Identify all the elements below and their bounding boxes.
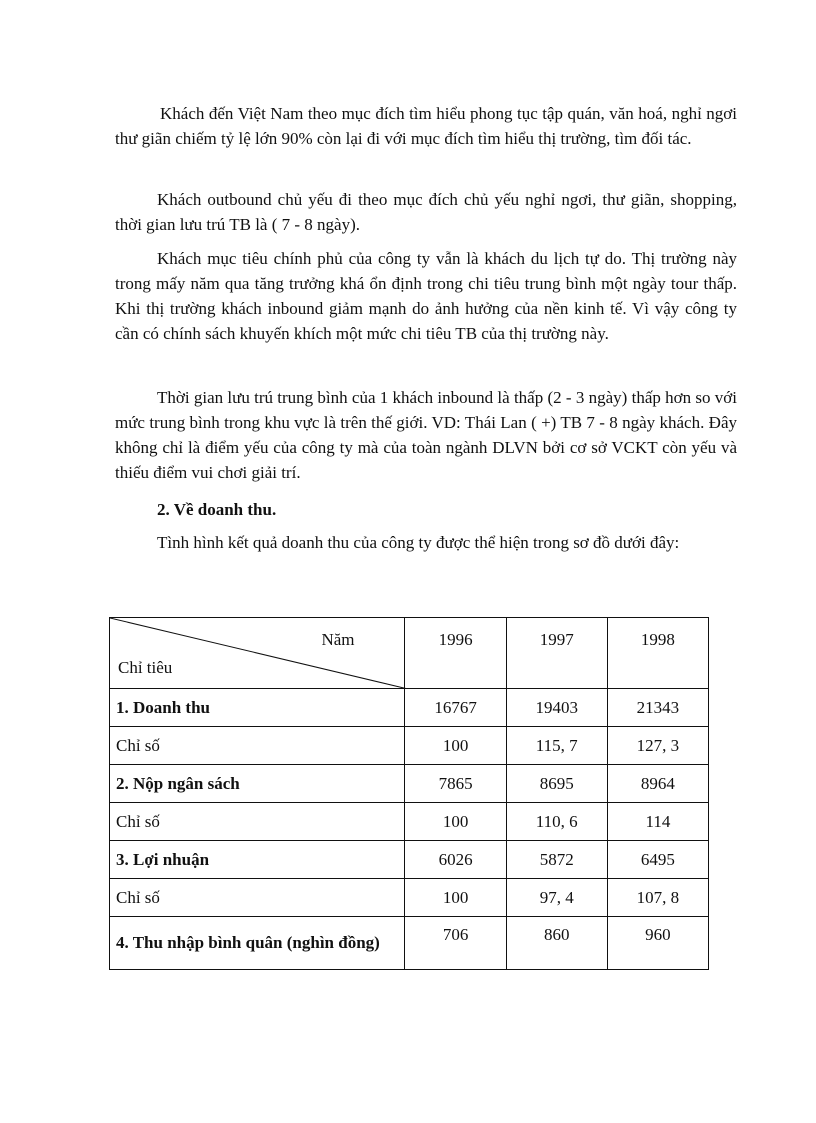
table-cell: 115, 7 — [506, 727, 607, 765]
table-cell: 5872 — [506, 841, 607, 879]
diagonal-divider — [110, 618, 408, 689]
row-label: 1. Doanh thu — [110, 689, 405, 727]
paragraph-revenue-intro: Tình hình kết quả doanh thu của công ty được thể hiện trong sơ đồ dưới đây: — [157, 533, 680, 552]
row-label: Chỉ số — [110, 803, 405, 841]
table-row — [110, 841, 709, 879]
table-cell: 107, 8 — [607, 879, 708, 917]
table-corner-cell — [110, 618, 405, 689]
table-cell: 706 — [405, 917, 506, 970]
paragraph-target-market: Khách mục tiêu chính phủ của công ty vẫn là khách du lịch tự do. Thị trường này trong mấy năm qua tăng trưởng khá ổn định trong chi tiêu trung bình một ngày tour thấp. Khi thị trường khách inbound giảm mạnh do ảnh hưởng của nền kinh tế. Vì vậy công ty cần có chính sách khuyến khích một mức chi tiêu TB của thị trường này. — [115, 249, 737, 343]
table-row — [110, 727, 709, 765]
table-cell: 6495 — [607, 841, 708, 879]
row-label: 4. Thu nhập bình quân (nghìn đồng) — [110, 917, 405, 970]
row-label: 3. Lợi nhuận — [110, 841, 405, 879]
paragraph-inbound-purpose: Khách đến Việt Nam theo mục đích tìm hiểu phong tục tập quán, văn hoá, nghỉ ngơi thư giãn chiếm tỷ lệ lớn 90% còn lại đi với mục đích tìm hiểu thị trường, tìm đối tác. — [115, 104, 737, 148]
table-cell: 100 — [405, 879, 506, 917]
table-cell: 8695 — [506, 765, 607, 803]
table-row — [110, 803, 709, 841]
indicator-axis-label: Chỉ tiêu — [118, 658, 173, 677]
table-cell: 19403 — [506, 689, 607, 727]
table-header-row — [110, 618, 709, 689]
row-label: Chỉ số — [110, 727, 405, 765]
paragraph-stay-duration: Thời gian lưu trú trung bình của 1 khách inbound là thấp (2 - 3 ngày) thấp hơn so với mức trung bình trong khu vực là trên thế giới. VD: Thái Lan ( +) TB 7 - 8 ngày khách. Đây không chỉ là điểm yếu của công ty mà của toàn ngành DLVN bởi cơ sở VCKT còn yếu và thiếu điểm vui chơi giải trí. — [115, 388, 737, 482]
revenue-results-table — [109, 617, 709, 970]
table-cell: 8964 — [607, 765, 708, 803]
table-cell: 114 — [607, 803, 708, 841]
table-cell: 7865 — [405, 765, 506, 803]
table-row — [110, 917, 709, 970]
table-row — [110, 765, 709, 803]
table-cell: 16767 — [405, 689, 506, 727]
year-header: 1998 — [607, 618, 708, 689]
table-cell: 100 — [405, 803, 506, 841]
table-cell: 110, 6 — [506, 803, 607, 841]
row-label: 2. Nộp ngân sách — [110, 765, 405, 803]
table-cell: 860 — [506, 917, 607, 970]
year-header: 1996 — [405, 618, 506, 689]
table-row — [110, 879, 709, 917]
table-cell: 97, 4 — [506, 879, 607, 917]
table-cell: 100 — [405, 727, 506, 765]
paragraph-outbound-purpose: Khách outbound chủ yếu đi theo mục đích chủ yếu nghỉ ngơi, thư giãn, shopping, thời gian lưu trú TB là ( 7 - 8 ngày). — [115, 190, 737, 234]
year-axis-label: Năm — [321, 630, 355, 649]
table-row — [110, 689, 709, 727]
table-cell: 21343 — [607, 689, 708, 727]
table-cell: 6026 — [405, 841, 506, 879]
table-cell: 127, 3 — [607, 727, 708, 765]
row-label: Chỉ số — [110, 879, 405, 917]
year-header: 1997 — [506, 618, 607, 689]
table-cell: 960 — [607, 917, 708, 970]
section-heading-revenue: 2. Về doanh thu. — [157, 500, 277, 519]
